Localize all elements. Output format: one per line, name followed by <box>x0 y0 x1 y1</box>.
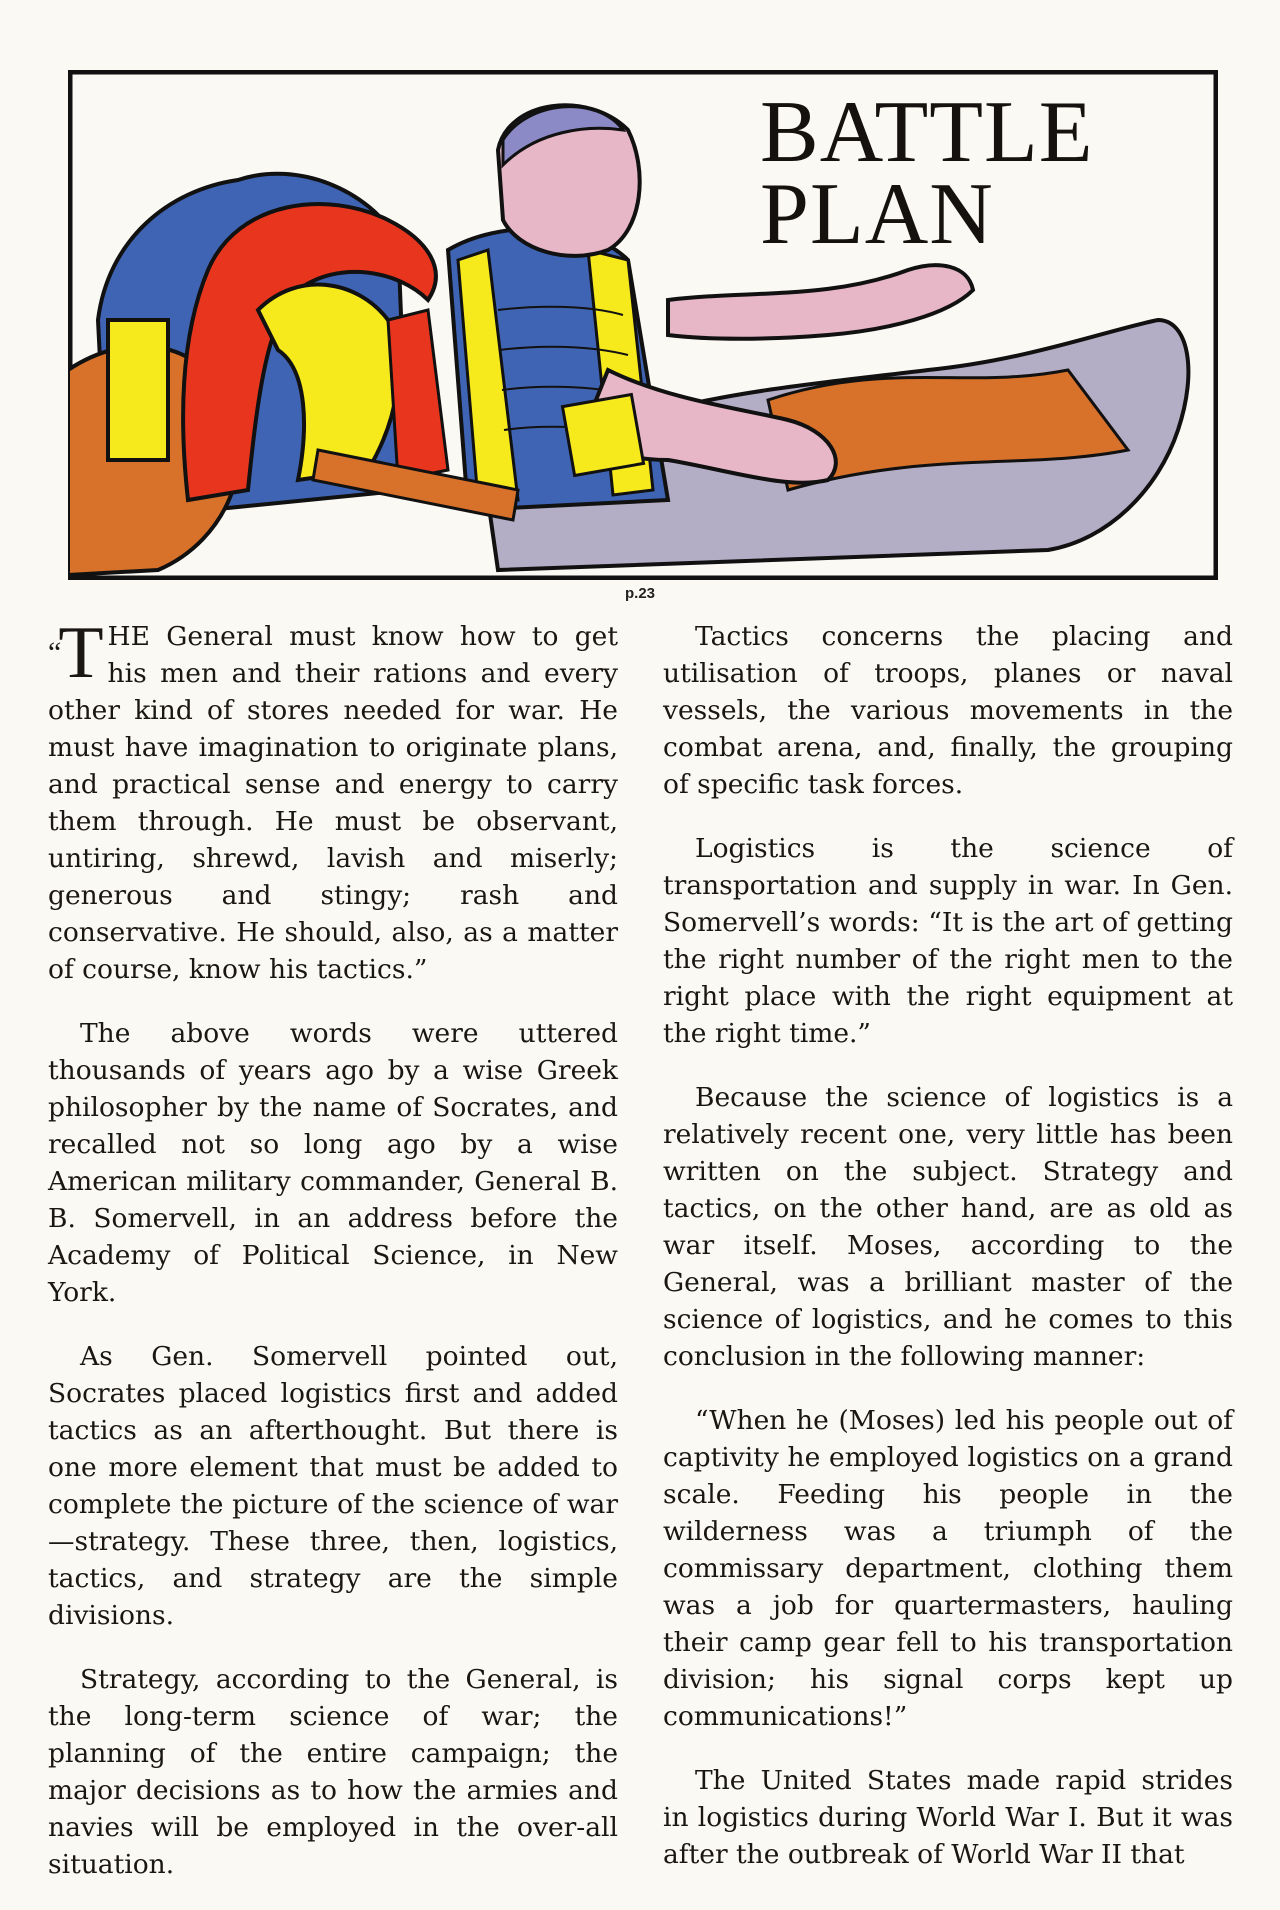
title-line-2: PLAN <box>760 166 994 263</box>
right-column <box>663 618 1233 1900</box>
artist-mark: p.23 <box>625 585 656 602</box>
drop-cap-letter: T <box>58 612 104 694</box>
drop-cap <box>48 612 104 694</box>
paragraph: Strategy, according to the General, is the long-term science of war; the planning of the entire campaign; the major decisions as to how the armies and navies will be employed in the over-all situation. <box>48 1664 618 1880</box>
drop-quote: “ <box>48 636 59 669</box>
paragraph: Tactics concerns the placing and utilisation of troops, planes or naval vessels, the various movements in the combat arena, and, finally, the grouping of specific task forces. <box>663 621 1233 800</box>
paragraph: Because the science of logistics is a relatively recent one, very little has been written on the subject. Strategy and tactics, on the other hand, are as old as war itself. Moses, according to the General, was a brilliant master of the science of logistics, and he comes to this conclusion in the following manner: <box>663 1082 1233 1372</box>
yellow-handle-shape <box>108 320 168 460</box>
wrist-guard-shape <box>562 394 643 475</box>
title-line-1: BATTLE <box>760 84 1094 181</box>
paragraph: The United States made rapid strides in logistics during World War I. But it was after the outbreak of World War II that <box>663 1765 1233 1870</box>
paragraph: As Gen. Somervell pointed out, Socrates placed logistics first and added tactics as an afterthought. But there is one more element that must be added to complete the picture of the science of war—strategy. These three, then, logistics, tactics, and strategy are the simple divisions. <box>48 1341 618 1631</box>
left-column <box>48 612 618 1910</box>
page-title <box>760 84 1094 263</box>
paragraph-text: HE General must know how to get his men and their rations and every other kind of stores needed for war. He must have imagination to originate plans, and practical sense and energy to carry them through. He must be observant, untiring, shrewd, lavish and miserly; generous and stingy; rash and conservative. He should, also, as a matter of course, know his tactics.” <box>48 621 618 985</box>
paragraph <box>48 612 618 988</box>
paragraph: “When he (Moses) led his people out of captivity he employed logistics on a grand scale. Feeding his people in the wilderness was a triumph of the commissary department, clothing them was a job for quartermasters, hauling their camp gear fell to his transportation division; his signal corps kept up communications!” <box>663 1405 1233 1732</box>
paragraph: The above words were uttered thousands of years ago by a wise Greek philosopher by the name of Socrates, and recalled not so long ago by a wise American military commander, General B. B. Somervell, in an address before the Academy of Political Science, in New York. <box>48 1018 618 1308</box>
paragraph: Logistics is the science of transportation and supply in war. In Gen. Somervell’s words: “It is the art of getting the right number of the right men to the right place with the right equipment at the right time.” <box>663 833 1233 1049</box>
